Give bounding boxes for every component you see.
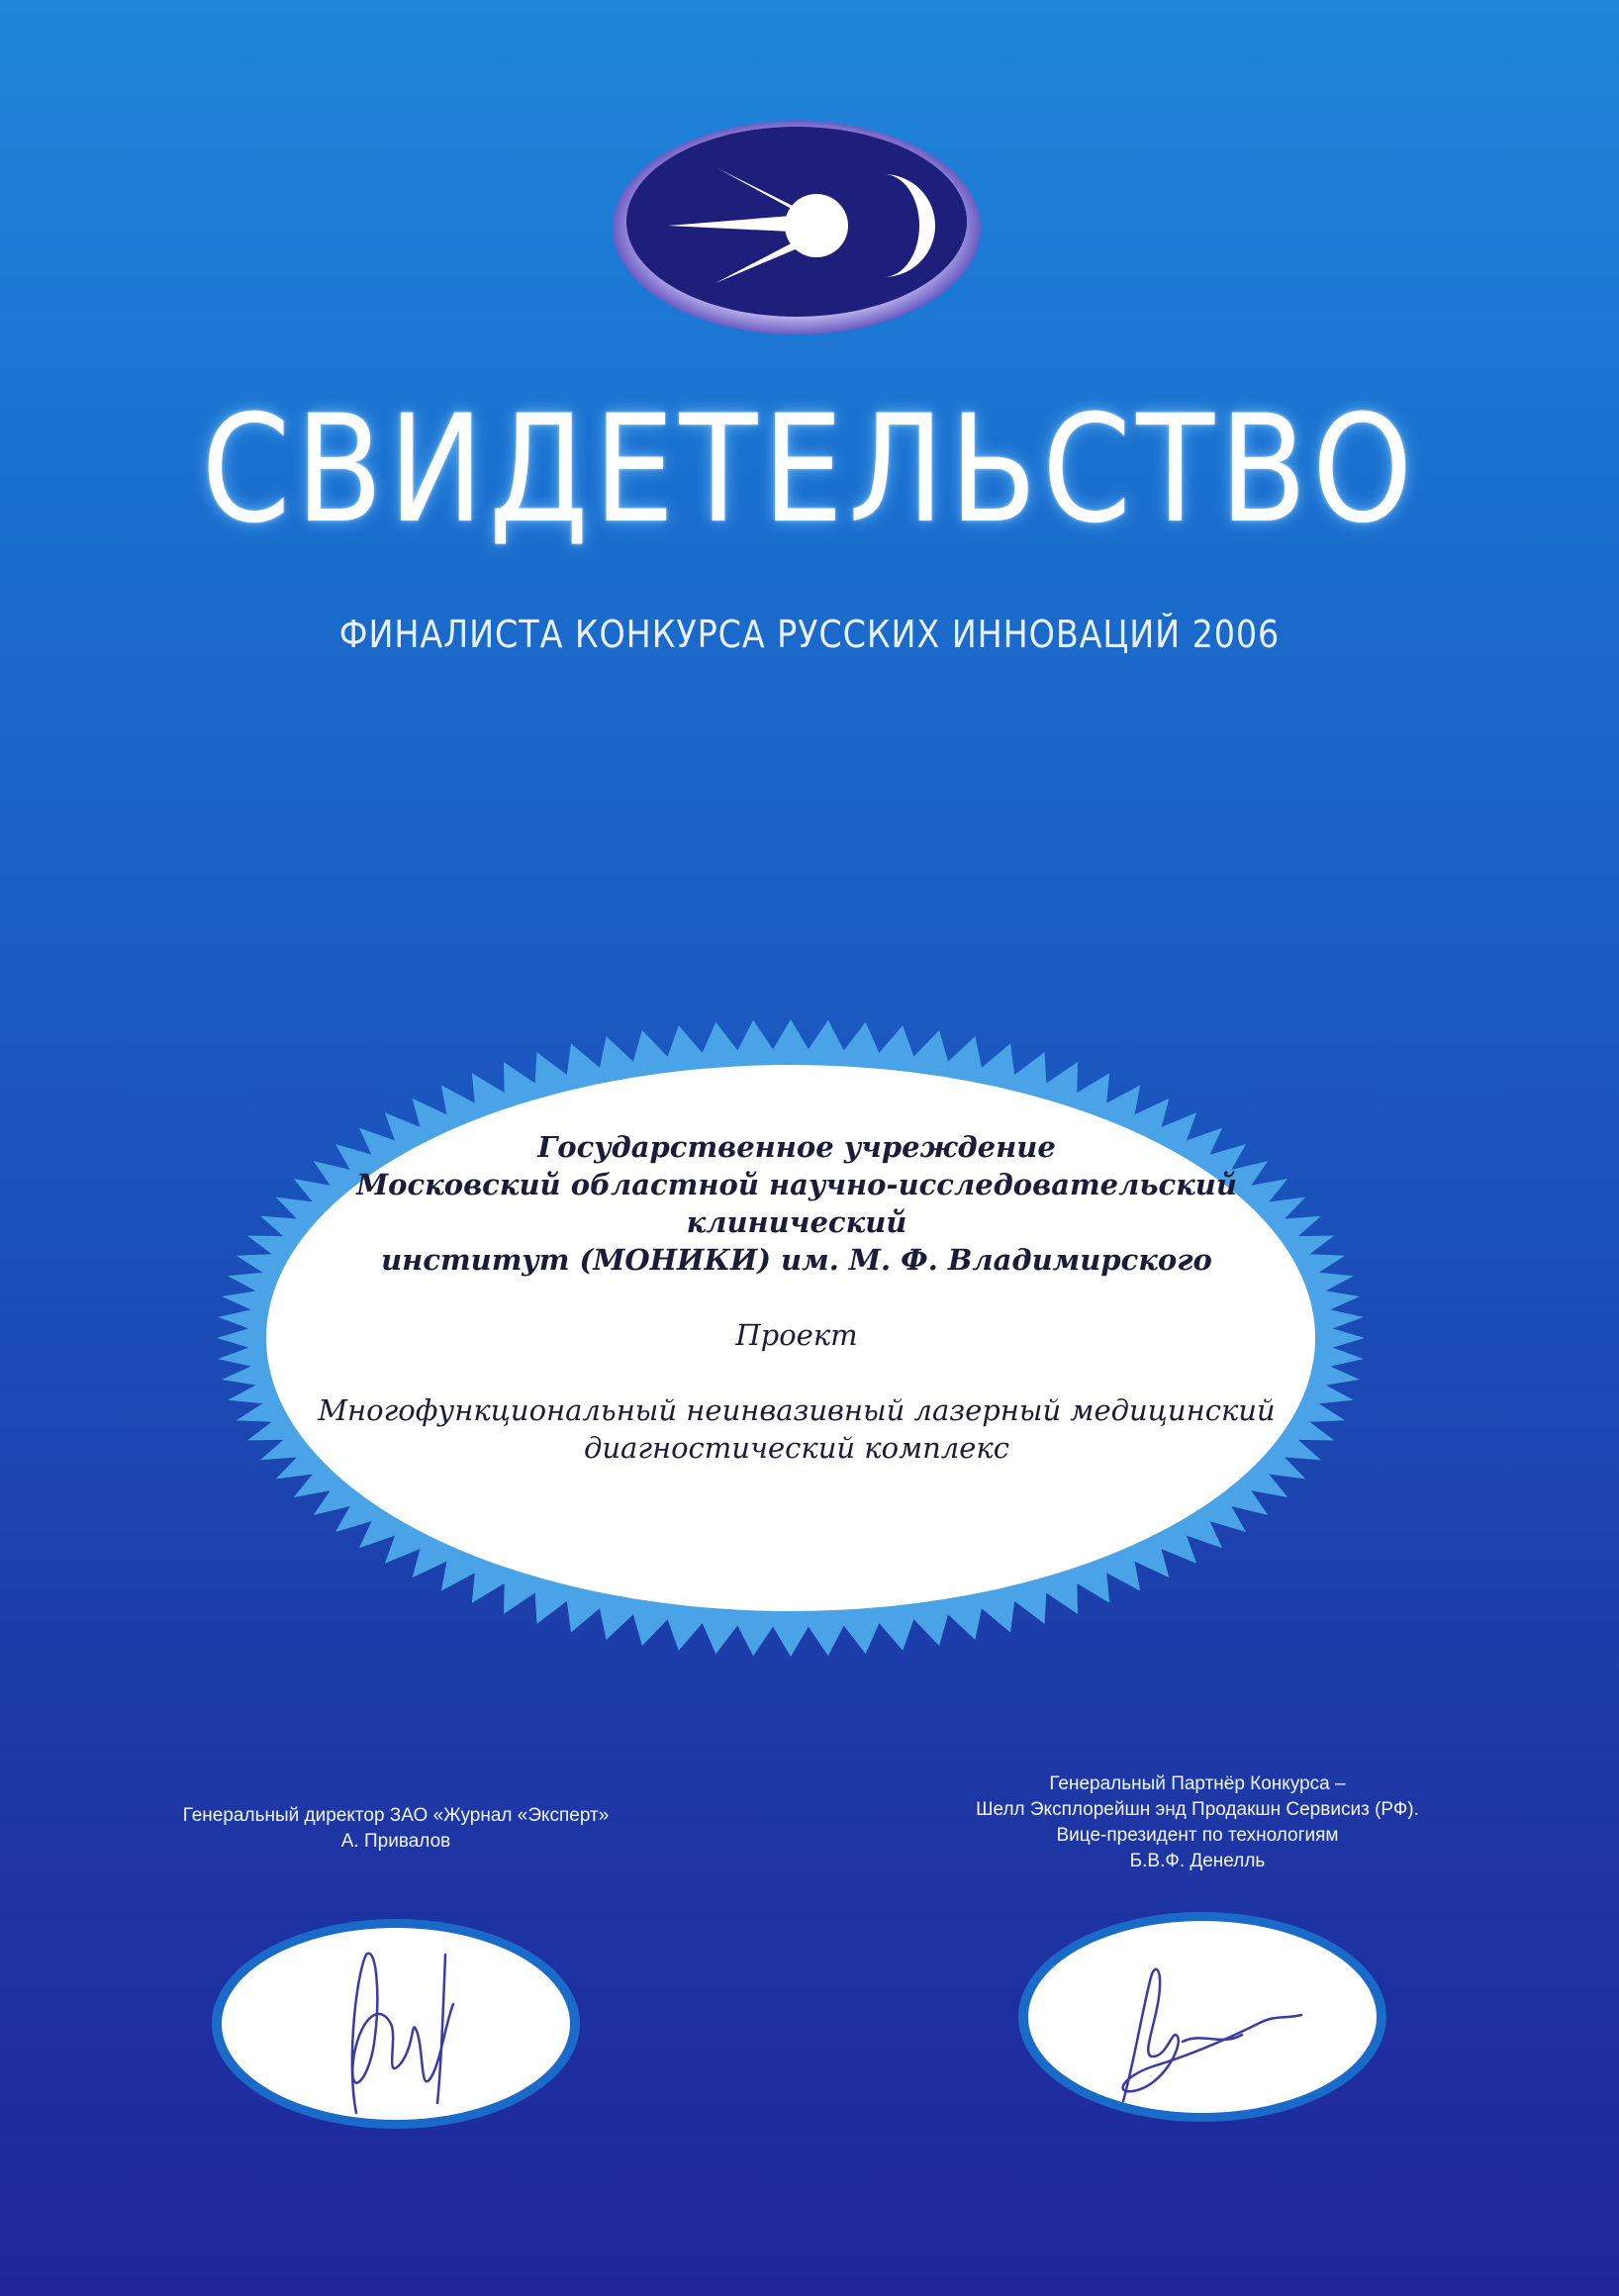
project-title-line-2: диагностический комплекс [583,1431,1009,1465]
left-signature-oval [208,1915,584,2133]
right-signatory-line-1: Генеральный Партнёр Конкурса – [1049,1773,1346,1794]
certificate-title: СВИДЕТЕЛЬСТВО [201,384,1418,556]
recipient-line-1: Государственное учреждение [537,1130,1056,1164]
left-signatory-name: А. Привалов [340,1831,451,1852]
right-signatory-line-2: Шелл Эксплорейшн энд Продакшн Сервисиз (РФ). [976,1799,1419,1820]
right-signature-oval [1014,1908,1390,2126]
right-signatory-caption [920,1771,1475,1874]
project-label: Проект [735,1318,858,1352]
right-signatory-name: Б.В.Ф. Денелль [1129,1851,1266,1871]
left-signatory-caption [148,1803,643,1855]
right-signatory-line-3: Вице-президент по технологиям [1056,1825,1339,1846]
left-signatory-position: Генеральный директор ЗАО «Журнал «Эксперт» [182,1805,610,1826]
recipient-line-3: институт (МОНИКИ) им. М. Ф. Владимирского [381,1243,1212,1277]
certificate-subtitle: ФИНАЛИСТА КОНКУРСА РУССКИХ ИННОВАЦИЙ 2006 [338,613,1281,656]
certificate-body [247,1128,1346,1467]
contest-logo-icon [609,117,985,339]
recipient-line-2: Московский областной научно-исследовательский клинический [356,1168,1237,1239]
project-title-line-1: Многофункциональный неинвазивный лазерный медицинский [318,1393,1276,1427]
